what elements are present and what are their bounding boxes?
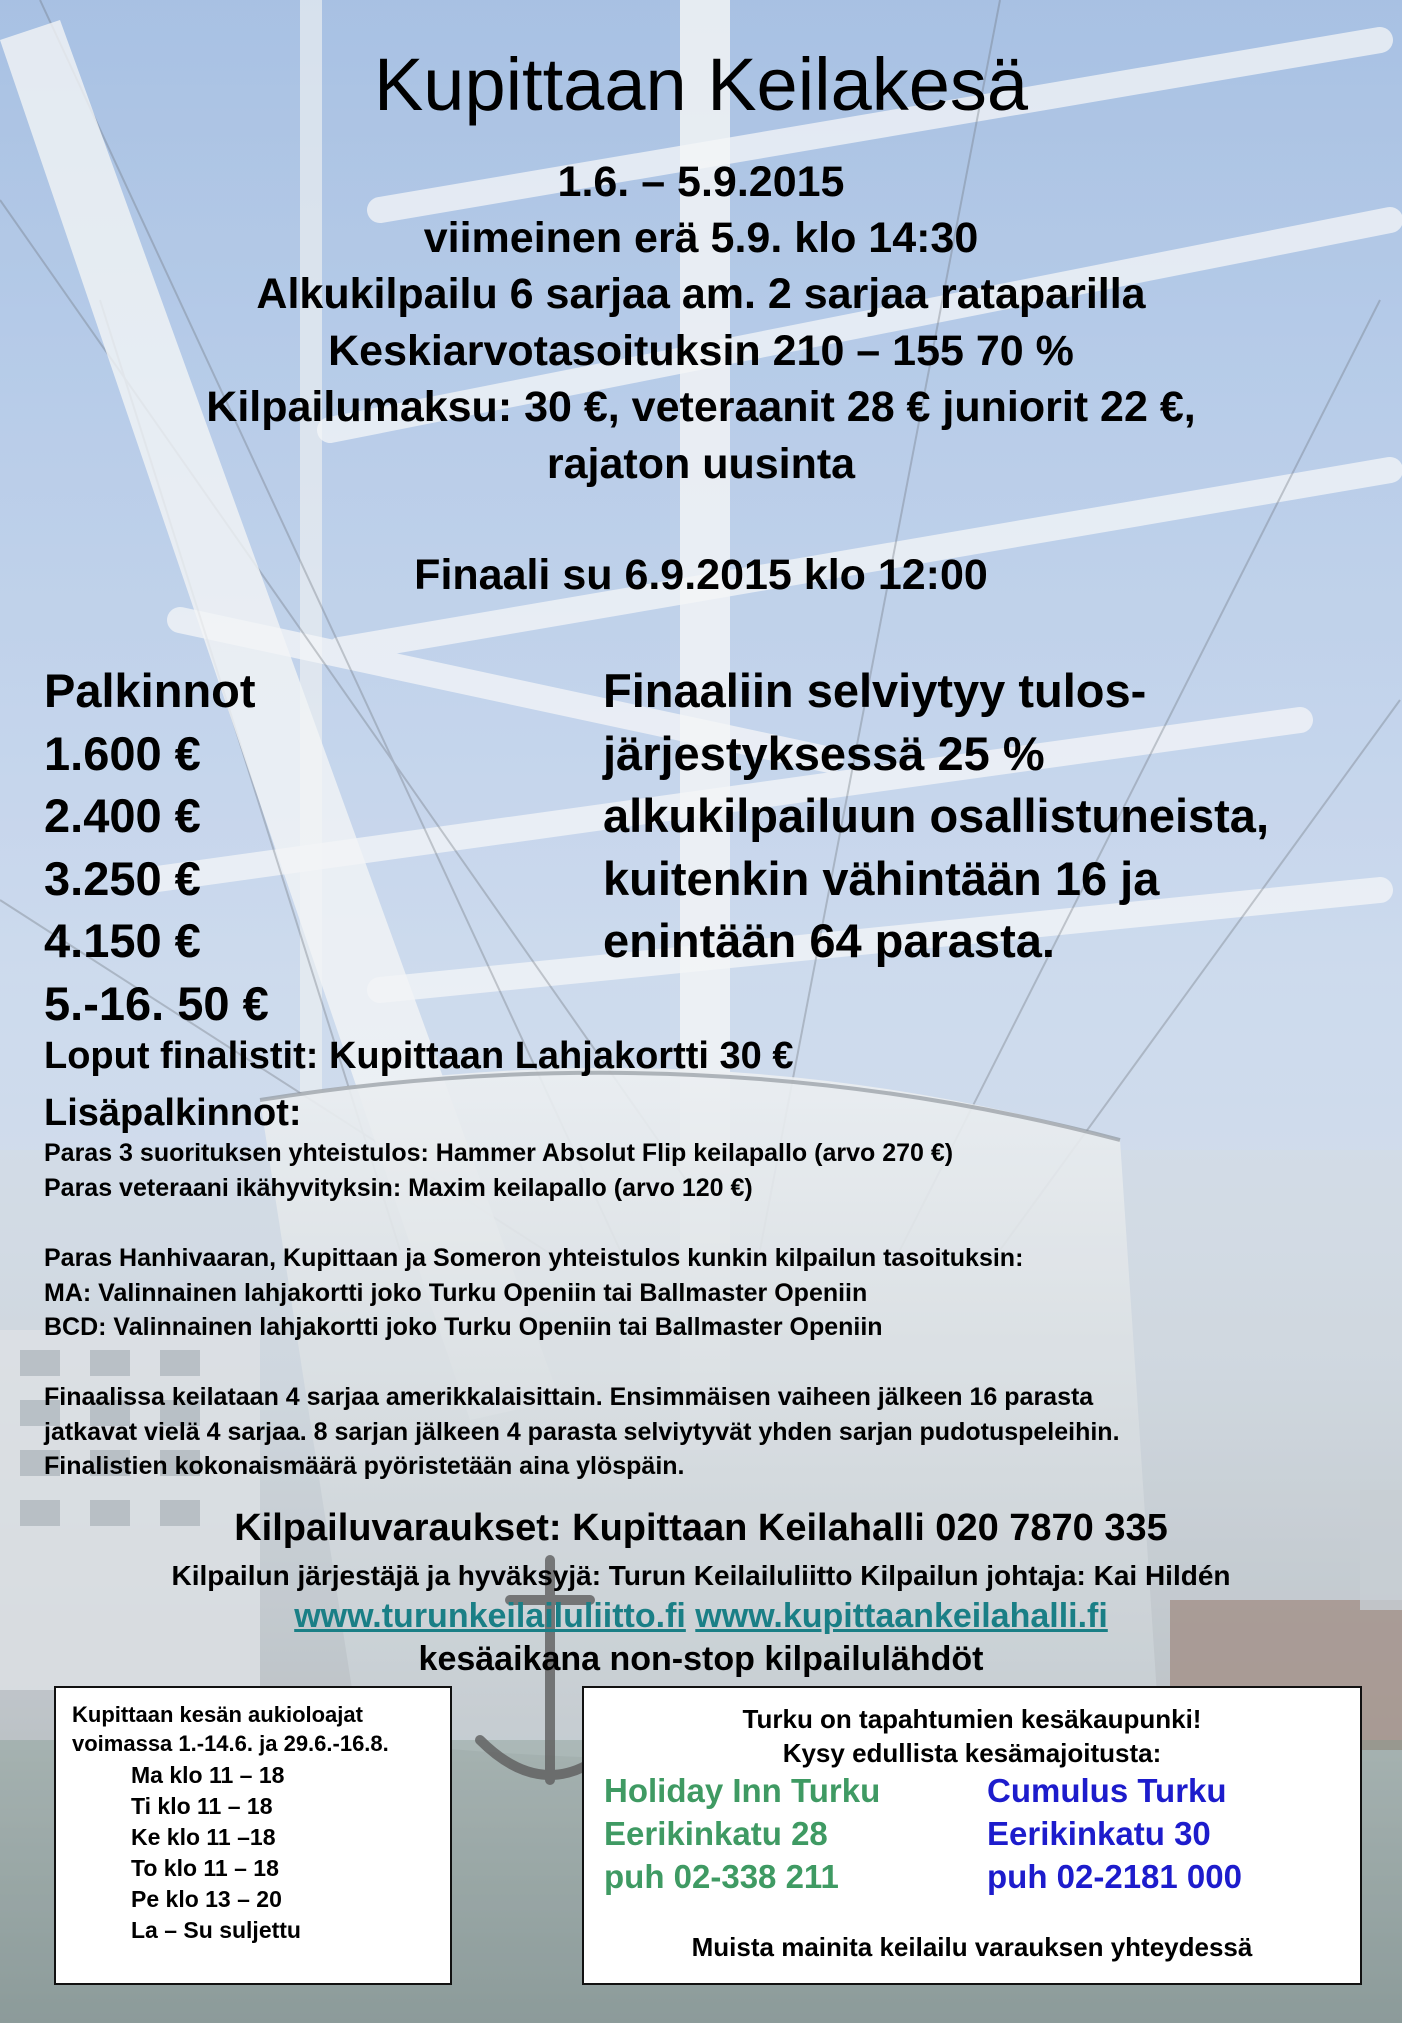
last-round-time: viimeinen erä 5.9. klo 14:30 xyxy=(423,214,979,262)
page-title: Kupittaan Keilakesä xyxy=(373,43,1029,126)
prize-item: 1.600 € xyxy=(44,727,201,780)
qualifier-format: Alkukilpailu 6 sarjaa am. 2 sarjaa rataparilla xyxy=(256,270,1146,318)
extra-prizes-heading: Lisäpalkinnot: xyxy=(44,1092,302,1134)
qualification-line: järjestyksessä 25 % xyxy=(603,727,1045,780)
lodging-headline: Turku on tapahtumien kesäkaupunki! xyxy=(742,1704,1202,1734)
handicap-rule: Keskiarvotasoituksin 210 – 155 70 % xyxy=(328,327,1074,375)
qualification-line: kuitenkin vähintään 16 ja xyxy=(603,852,1160,905)
opening-hours-validity: voimassa 1.-14.6. ja 29.6.-16.8. xyxy=(72,1731,389,1756)
prize-item: 4.150 € xyxy=(44,914,201,967)
lodging-subheadline: Kysy edullista kesämajoitusta: xyxy=(782,1738,1162,1768)
remaining-finalists-prize: Loput finalistit: Kupittaan Lahjakortti 30 € xyxy=(44,1035,794,1077)
reentry-rule: rajaton uusinta xyxy=(546,440,856,488)
combined-result-ma: MA: Valinnainen lahjakortti joko Turku Openiin tai Ballmaster Openiin xyxy=(44,1279,868,1307)
final-rules-line: Finalistien kokonaismäärä pyöristetään aina ylöspäin. xyxy=(44,1452,685,1480)
hotel-1-street: Eerikinkatu 28 xyxy=(604,1815,828,1852)
extra-prize-line: Paras veteraani ikähyvityksin: Maxim keilapallo (arvo 120 €) xyxy=(44,1174,753,1202)
entry-fee: Kilpailumaksu: 30 €, veteraanit 28 € juniorit 22 €, xyxy=(206,383,1196,431)
organizer-line: Kilpailun järjestäjä ja hyväksyjä: Turun Keilailuliitto Kilpailun johtaja: Kai Hildén xyxy=(171,1560,1231,1591)
final-rules-line: jatkavat vielä 4 sarjaa. 8 sarjan jälkeen 4 parasta selviytyvät yhden sarjan pudotuspeleihin. xyxy=(44,1418,1120,1446)
lodging-box xyxy=(582,1686,1362,1985)
qualification-line: enintään 64 parasta. xyxy=(603,914,1055,967)
kupittaan-keilahalli-link[interactable]: www.kupittaankeilahalli.fi xyxy=(695,1597,1108,1635)
website-links xyxy=(0,1597,1402,1636)
prize-item: 2.400 € xyxy=(44,789,201,842)
hotel-1-name: Holiday Inn Turku xyxy=(604,1772,881,1809)
nonstop-starts: kesäaikana non-stop kilpailulähdöt xyxy=(418,1640,984,1678)
qualification-line: alkukilpailuun osallistuneista, xyxy=(603,789,1270,842)
final-rules-line: Finaalissa keilataan 4 sarjaa amerikkalaisittain. Ensimmäisen vaiheen jälkeen 16 parasta xyxy=(44,1383,1094,1411)
turun-keilailuliitto-link[interactable]: www.turunkeilailuliitto.fi xyxy=(294,1597,686,1635)
hotel-1-phone: puh 02-338 211 xyxy=(604,1858,839,1895)
opening-hours-row: Ke klo 11 –18 xyxy=(131,1824,276,1850)
opening-hours-row: To klo 11 – 18 xyxy=(131,1855,279,1881)
combined-result-intro: Paras Hanhivaaran, Kupittaan ja Someron yhteistulos kunkin kilpailun tasoituksin: xyxy=(44,1244,1024,1272)
hotel-2-street: Eerikinkatu 30 xyxy=(987,1815,1211,1852)
extra-prize-line: Paras 3 suorituksen yhteistulos: Hammer Absolut Flip keilapallo (arvo 270 €) xyxy=(44,1139,954,1167)
hotel-2-name: Cumulus Turku xyxy=(987,1772,1227,1809)
combined-result-bcd: BCD: Valinnainen lahjakortti joko Turku Openiin tai Ballmaster Openiin xyxy=(44,1313,883,1341)
final-date: Finaali su 6.9.2015 klo 12:00 xyxy=(414,551,988,599)
qualification-line: Finaaliin selviytyy tulos- xyxy=(603,664,1147,717)
bookings-contact: Kilpailuvaraukset: Kupittaan Keilahalli 020 7870 335 xyxy=(234,1507,1168,1549)
prize-item: 5.-16. 50 € xyxy=(44,977,269,1030)
lodging-footer: Muista mainita keilailu varauksen yhteydessä xyxy=(691,1932,1253,1962)
opening-hours-row: Ti klo 11 – 18 xyxy=(131,1793,273,1819)
opening-hours-title: Kupittaan kesän aukioloajat xyxy=(72,1702,363,1727)
hotel-2-phone: puh 02-2181 000 xyxy=(987,1858,1242,1895)
opening-hours-row: Ma klo 11 – 18 xyxy=(131,1762,285,1788)
prizes-heading: Palkinnot xyxy=(44,664,256,717)
competition-dates: 1.6. – 5.9.2015 xyxy=(557,158,845,206)
opening-hours-row: La – Su suljettu xyxy=(131,1917,301,1943)
prize-item: 3.250 € xyxy=(44,852,201,905)
opening-hours-row: Pe klo 13 – 20 xyxy=(131,1886,282,1912)
opening-hours-box xyxy=(54,1686,452,1985)
